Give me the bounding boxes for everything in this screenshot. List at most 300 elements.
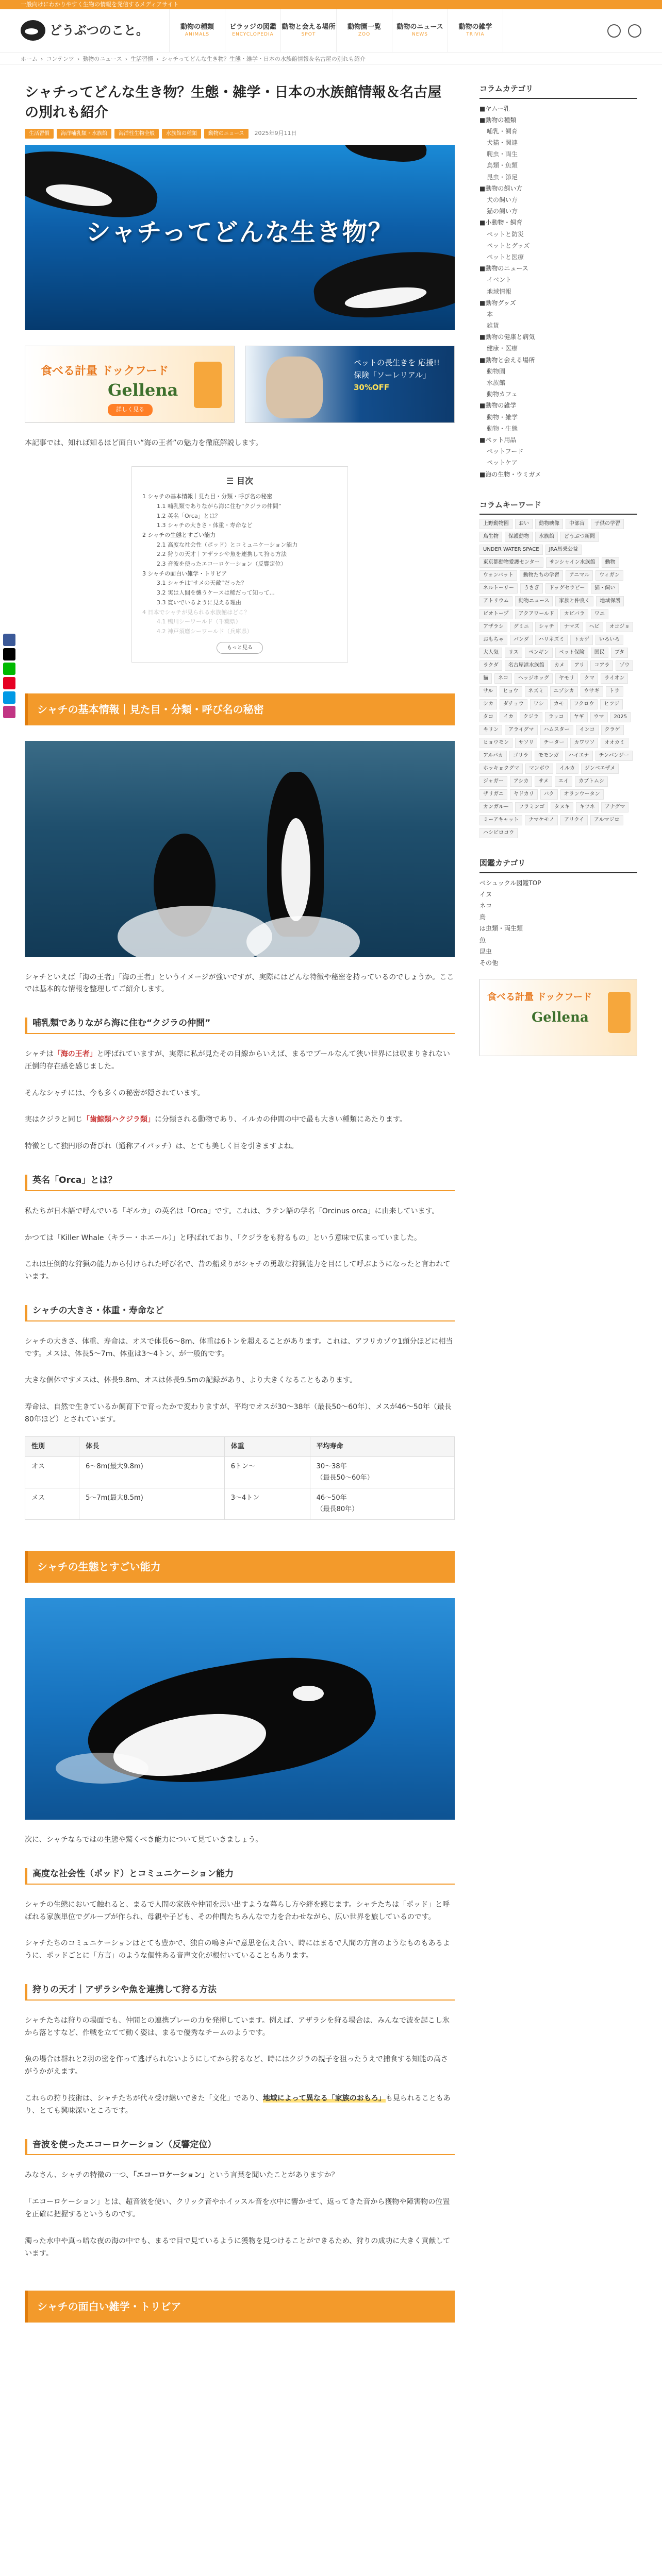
nav-item-label: 動物の種類 [180, 23, 214, 31]
keyword-tag[interactable]: アライグマ [505, 725, 538, 735]
article-main [25, 82, 455, 2323]
keyword-tag[interactable]: ジンベエザメ [581, 764, 619, 774]
keyword-tag[interactable]: ザリガニ [479, 789, 507, 800]
toc-item[interactable]: 1.1 哺乳類でありながら海に住む“クジラの仲間” [157, 502, 282, 510]
section-heading: シャチの基本情報｜見た目・分類・呼び名の秘密 [25, 693, 455, 725]
table-cell: 3〜4トン [224, 1488, 310, 1520]
subsection-heading: 英名「Orca」とは？ [25, 1175, 455, 1191]
nav-item-sub: TRIVIA [466, 32, 485, 38]
table-cell: 6トン〜 [224, 1456, 310, 1488]
keyword-tag[interactable]: ネズミ [525, 686, 548, 697]
keyword-tag[interactable]: ゾウ [616, 660, 633, 671]
breadcrumb-separator: › [41, 56, 43, 62]
body-text: 特徴として独円形の背びれ（通称アイパッチ）は、とても美しく目を引きますよね。 [25, 1142, 299, 1151]
keyword-cloud [479, 519, 637, 838]
orca-photo-pool [25, 1598, 455, 1820]
ad2-highlight: 30%OFF [354, 383, 390, 393]
keyword-tag[interactable]: アクアワールド [515, 609, 558, 619]
sidebar-category-item[interactable]: ■動物と会える場所 [479, 356, 535, 364]
toc-item[interactable]: 2.3 音波を使ったエコーロケーション（反響定位） [157, 561, 287, 568]
toc-item[interactable]: 3 シャチの面白い雑学・トリビア [142, 570, 227, 577]
keyword-tag[interactable]: ウマ [590, 712, 608, 722]
toc-item[interactable]: 4 日本でシャチが見られる水族館はどこ？ [142, 608, 250, 616]
highlight-text: 「歯鯨類ハクジラ類」 [82, 1115, 155, 1124]
site-logo[interactable] [21, 20, 148, 41]
toc-item[interactable]: 3.1 シャチは“サメの天敵”だった？ [157, 580, 247, 587]
sidebar-category-item[interactable]: ペットケア [487, 459, 518, 467]
sidebar-heading: コラムカテゴリ [479, 82, 637, 99]
keyword-tag[interactable]: 動物映像 [535, 519, 563, 529]
keyword-tag[interactable]: リス [505, 648, 522, 658]
sidebar-category-item[interactable]: ■ヤムー乳 [479, 105, 510, 112]
encyclopedia-item[interactable]: 昆虫 [479, 947, 492, 955]
keyword-tag[interactable]: 子供の学習 [591, 519, 624, 529]
keyword-tag[interactable]: ヒョウ [500, 686, 522, 697]
keyword-tag[interactable]: ラッコ [545, 712, 568, 722]
sidebar-category-item[interactable]: ■動物の飼い方 [479, 184, 523, 192]
keyword-tag[interactable]: アトリウム [479, 596, 512, 606]
body-text: かつては「Killer Whale（キラー・ホエール）」と呼ばれており、「クジラをも狩るもの」という意味で広まっていました。 [25, 1233, 422, 1242]
body-text: 濁った水中や真っ暗な夜の海の中でも、まるで目で見ているように獲物を見つけることができるため、狩りの成功に大きく貢献しています。 [25, 2236, 451, 2258]
keyword-tag[interactable]: ナマズ [560, 622, 583, 632]
keyword-tag[interactable]: 東京都動物愛護センター [479, 557, 543, 568]
toc-item[interactable]: 2.2 狩りの天才｜アザラシや魚を連携して狩る方法 [157, 551, 287, 558]
keyword-tag[interactable]: ネコ [494, 673, 512, 684]
encyclopedia-item[interactable]: 鳥 [479, 913, 486, 921]
category-tag[interactable]: 生活習慣 [25, 129, 54, 139]
keyword-tag[interactable]: 地域保護 [596, 596, 624, 606]
keyword-tag[interactable]: カメ [551, 660, 568, 671]
sidebar-category-item[interactable]: ■動物の健康と病気 [479, 333, 535, 341]
keyword-tag[interactable]: アザラシ [479, 622, 507, 632]
sidebar-category-item[interactable]: ■動物の雑学 [479, 402, 517, 410]
sidebar-category-item[interactable]: 動物園 [487, 367, 506, 375]
menu-icon[interactable] [628, 24, 641, 38]
nav-item-label: 動物のニュース [396, 23, 443, 31]
person-photo [266, 357, 323, 418]
keyword-tag[interactable]: ヒョウモン [479, 738, 512, 748]
keyword-tag[interactable]: アルパカ [479, 751, 507, 761]
keyword-tag[interactable]: カブトムシ [575, 776, 608, 787]
ad-title: 食べる計量 ドックフード [41, 365, 169, 378]
keyword-tag[interactable]: ハイエナ [565, 751, 593, 761]
pocket-icon[interactable] [3, 706, 15, 718]
hatena-icon[interactable] [3, 691, 15, 704]
table-row [25, 1456, 455, 1488]
category-list [479, 103, 637, 480]
breadcrumb-separator: › [77, 56, 80, 62]
keyword-tag[interactable]: オランウータン [560, 789, 604, 800]
toc-item[interactable]: 1.3 シャチの大きさ・体重・寿命など [157, 522, 253, 529]
keyword-tag[interactable]: 鳥生物 [479, 532, 502, 542]
ad-title: 食べる計量 ドックフード [487, 992, 592, 1003]
nav-item-sub: ANIMALS [185, 32, 210, 38]
encyclopedia-item[interactable]: イヌ [479, 890, 492, 898]
keyword-tag[interactable]: タコ [479, 712, 497, 722]
table-of-contents [131, 466, 348, 663]
body-text: シャチたちのコミュニケーションはとても豊かで、独自の鳴き声で意思を伝え合い、時にはまるで人間の方言のようなものもあるように、ポッドごとに「方言」のような個性ある音声文化が根付いていることもあります。 [25, 1939, 450, 1960]
keyword-tag[interactable]: ラクダ [479, 660, 502, 671]
orca-photo-splash [25, 741, 455, 957]
keyword-tag[interactable]: JRA馬乗公益 [545, 545, 582, 555]
breadcrumb-separator: › [125, 56, 128, 62]
keyword-tag[interactable]: クラゲ [601, 725, 624, 735]
sidebar-category-item[interactable]: ■海の生物・ウミガメ [479, 470, 541, 478]
breadcrumb-separator: › [156, 56, 159, 62]
keyword-tag[interactable]: 動物ニュース [515, 596, 553, 606]
nav-item[interactable] [225, 9, 280, 53]
text-run: も見られることもあり、とても興味深いところです。 [25, 2094, 451, 2115]
sidebar-category-item[interactable]: 地域情報 [487, 287, 512, 295]
keyword-tag[interactable]: ワシ [530, 699, 548, 709]
keyword-tag[interactable]: ウォンバット [479, 570, 517, 581]
keyword-tag[interactable]: 保護動物 [505, 532, 533, 542]
keyword-tag[interactable]: マンボウ [525, 764, 553, 774]
toc-item[interactable]: 3.3 寛いでいるように見える理由 [157, 599, 241, 606]
ad-banner-gellena[interactable] [25, 346, 235, 423]
body-text [25, 1114, 455, 1126]
search-icon[interactable] [607, 24, 621, 38]
toc-item[interactable]: 1 シャチの基本情報｜見た目・分類・呼び名の秘密 [142, 493, 273, 500]
toc-title-text: 目次 [236, 476, 253, 486]
body-text: これは圧倒的な狩猟の能力から付けられた呼び名で、昔の船乗りがシャチの勇敢な狩猟能力を目にして呼ぶようになったと言われています。 [25, 1260, 451, 1281]
nav-item[interactable] [448, 9, 503, 53]
keyword-tag[interactable]: キツネ [576, 802, 599, 812]
keyword-tag[interactable]: 国民 [591, 648, 608, 658]
encyclopedia-item[interactable]: ベシュックル図鑑TOP [479, 879, 541, 887]
table-header-row [25, 1436, 455, 1456]
sidebar-category-item[interactable]: 昆虫・節足 [487, 173, 518, 181]
body-text: 大きな個体ですメスは、体長9.8m、オスは体長9.5mの記録があり、より大きくなることもあります。 [25, 1376, 357, 1385]
nav-item-sub: ZOO [358, 32, 371, 38]
keyword-tag[interactable]: エゾシカ [550, 686, 578, 697]
page-title: シャチってどんな生き物？生態・雑学・日本の水族館情報＆名古屋の別れも紹介 [25, 84, 442, 121]
sidebar-category-item[interactable]: ■小動物・飼育 [479, 219, 523, 227]
keyword-tag[interactable]: エイ [555, 776, 572, 787]
site-header [0, 9, 662, 53]
sidebar-category-item[interactable]: ■動物のニュース [479, 265, 528, 273]
body-text: 次に、シャチならではの生態や驚くべき能力について見ていきましょう。 [25, 1836, 263, 1844]
sidebar-category-item[interactable]: 動物・雑学 [487, 413, 518, 421]
toc-item[interactable]: 2.1 高度な社会性（ポッド）とコミュニケーション能力 [157, 541, 298, 548]
breadcrumb-item: シャチってどんな生き物？生態・雑学・日本の水族館情報＆名古屋の別れも紹介 [161, 56, 366, 62]
keyword-tag[interactable]: ヤドカリ [510, 789, 538, 800]
keyword-tag[interactable]: シャチ [535, 622, 558, 632]
keyword-tag[interactable]: ペンギン [525, 648, 553, 658]
sidebar-category-item[interactable]: ペットと医療 [487, 253, 524, 261]
keyword-tag[interactable]: ドッグセラピー [545, 583, 588, 594]
toc-item[interactable]: 4.2 神戸須磨シーワールド（兵庫県） [157, 628, 253, 635]
line-icon[interactable] [3, 663, 15, 675]
text-run: と呼ばれていますが、実際に私が見たその目線からいえば、まるでプールなんて狭い世界には収まりきれない圧倒的存在感を感じました。 [25, 1049, 450, 1071]
ad2-text [354, 357, 440, 394]
facebook-icon[interactable] [3, 634, 15, 646]
category-tag[interactable]: 海洋哺乳類・水族館 [57, 129, 111, 139]
keyword-tag[interactable]: シカ [479, 699, 497, 709]
keyword-tag[interactable]: インコ [576, 725, 599, 735]
keyword-tag[interactable]: 2025 [610, 712, 631, 722]
keyword-tag[interactable]: パンダ [510, 635, 533, 645]
body-text: シャチの大きさ、体重、寿命は、オスで体長6〜8m、体重は6トンを超えることがあります。これは、アフリカゾウ1頭分ほどに相当です。メスは、体長5〜7m、体重は3〜4トン、が一般的です。 [25, 1337, 453, 1358]
nav-item[interactable] [392, 9, 448, 53]
keyword-tag[interactable]: ヘッジホッグ [515, 673, 553, 684]
sidebar-category-item[interactable]: 犬の飼い方 [487, 196, 518, 204]
encyclopedia-item[interactable]: その他 [479, 959, 499, 967]
keyword-tag[interactable]: オオカミ [601, 738, 628, 748]
sidebar-category-item[interactable]: 鳥類・魚類 [487, 162, 518, 170]
keyword-tag[interactable]: ミーアキャット [479, 815, 522, 825]
keyword-tag[interactable]: トラ [606, 686, 623, 697]
sidebar-category-item[interactable]: ペットとグッズ [487, 242, 530, 249]
keyword-tag[interactable]: 猫・飼い [591, 583, 619, 594]
sidebar-category-item[interactable]: ペットと防災 [487, 230, 524, 238]
nav-item-label: 動物園一覧 [347, 23, 381, 31]
breadcrumb [0, 53, 662, 65]
ad-row [25, 346, 455, 423]
toc-item[interactable]: 4.1 鴨川シーワールド（千葉県） [157, 618, 241, 625]
keyword-tag[interactable]: ハシビロコウ [479, 828, 518, 838]
category-tag[interactable]: 海洋性生物全般 [114, 129, 159, 139]
toc-item[interactable]: 1.2 英名「Orca」とは？ [157, 512, 221, 519]
food-package-icon [194, 362, 222, 408]
subsection-heading: 狩りの天才｜アザラシや魚を連携して狩る方法 [25, 1984, 455, 2001]
keyword-tag[interactable]: ジャガー [479, 776, 507, 787]
sidebar-category-item[interactable]: ■ペット用品 [479, 436, 517, 444]
sidebar-category-item[interactable]: 健康・医療 [487, 345, 518, 352]
logo-text: どうぶつのこと。 [49, 23, 148, 38]
body-text [25, 1048, 455, 1073]
keyword-tag[interactable]: アナグマ [601, 802, 629, 812]
keyword-tag[interactable]: カモ [550, 699, 568, 709]
keyword-tag[interactable]: グミニ [510, 622, 533, 632]
keyword-tag[interactable]: どうぶつ新聞 [560, 532, 599, 542]
body-text [25, 2170, 455, 2182]
sidebar-category-item[interactable]: 水族館 [487, 379, 506, 386]
keyword-tag[interactable]: ビオトープ [479, 609, 512, 619]
table-cell: 46〜50年 （最長80年） [310, 1488, 454, 1520]
sidebar-category-item[interactable]: 動物カフェ [487, 391, 518, 398]
keyword-tag[interactable]: アシカ [510, 776, 533, 787]
nav-item[interactable] [280, 9, 336, 53]
x-icon[interactable] [3, 648, 15, 660]
ad2-line: 保険「ソーレリアル」 [354, 370, 431, 380]
toc-list [142, 492, 337, 636]
keyword-tag[interactable]: ヤギ [570, 712, 588, 722]
keyword-tag[interactable]: 動物たちの学習 [520, 570, 563, 581]
publish-date: 2025年9月11日 [254, 130, 297, 137]
food-package-icon [608, 992, 631, 1033]
table-cell: オス [25, 1456, 79, 1488]
breadcrumb-item[interactable]: 動物のニュース [82, 56, 122, 62]
keyword-tag[interactable]: ウィガン [595, 570, 623, 581]
nav-item[interactable] [169, 9, 225, 53]
keyword-tag[interactable]: フクロウ [570, 699, 598, 709]
nav-item-label: 動物の雑学 [458, 23, 492, 31]
share-buttons [3, 634, 15, 718]
keyword-tag[interactable]: 中部盲 [566, 519, 588, 529]
water-splash [56, 1753, 148, 1784]
breadcrumb-item[interactable]: 生活習慣 [130, 56, 154, 62]
body-text: 私たちが日本語で呼んでいる「ギルカ」の英名は「Orca」です。これは、ラテン語の学名「Orcinus orca」に由来しています。 [25, 1207, 439, 1215]
ad-banner-insurance[interactable] [245, 346, 455, 423]
subsection-heading: 哺乳類でありながら海に住む“クジラの仲間” [25, 1018, 455, 1034]
keyword-tag[interactable]: ナマケモノ [525, 815, 558, 825]
nav-item-label: ビラッジの図鑑 [229, 23, 276, 31]
keyword-tag[interactable]: トカゲ [570, 635, 593, 645]
subsection-heading: 高度な社会性（ポッド）とコミュニケーション能力 [25, 1868, 455, 1885]
keyword-tag[interactable]: モモンガ [535, 751, 562, 761]
keyword-tag[interactable]: ウサギ [581, 686, 603, 697]
keyword-tag[interactable]: 上野動物園 [479, 519, 512, 529]
keyword-tag[interactable]: ハリネズミ [535, 635, 568, 645]
sidebar-category-item[interactable]: ■動物の種類 [479, 116, 517, 124]
encyclopedia-item[interactable]: ネコ [479, 902, 492, 910]
sidebar-category-item[interactable]: 動物・生態 [487, 425, 518, 432]
text-run: に分類される動物であり、イルカの仲間の中で最も大きい種類にあたります。 [155, 1115, 407, 1124]
body-text: そんなシャチには、今も多くの秘密が隠されています。 [25, 1089, 205, 1097]
keyword-tag[interactable]: カンガルー [479, 802, 512, 812]
keyword-tag[interactable]: カピバラ [560, 609, 588, 619]
nav-item-sub: ENCYCLOPEDIA [232, 32, 274, 38]
keyword-tag[interactable]: タヌキ [551, 802, 573, 812]
sidebar-category-item[interactable]: 雑貨 [487, 322, 500, 330]
highlight-text: 地域によって異なる「家族のおもろ」 [262, 2094, 386, 2103]
keyword-tag[interactable]: サソリ [515, 738, 537, 748]
keyword-tag[interactable]: おい [515, 519, 533, 529]
body-text: シャチの生態において触れると、まるで人間の家族や仲間を思い出すような暮らし方や絆を感じます。シャチたちは「ポッド」と呼ばれる家族単位でグループが作られ、母親や子ども、その仲間たちみんなで力を合わせながら、広い世界を旅しているのです。 [25, 1900, 450, 1921]
keyword-tag[interactable]: ハムスター [540, 725, 573, 735]
keyword-tag[interactable]: ライオン [601, 673, 628, 684]
keyword-tag[interactable]: ペット保険 [555, 648, 588, 658]
nav-item-sub: SPOT [301, 32, 316, 38]
keyword-tag[interactable]: フラミンゴ [515, 802, 548, 812]
table-cell: 5〜7m(最大8.5m) [79, 1488, 225, 1520]
table-header-cell: 平均寿命 [310, 1436, 454, 1456]
text-run: という言葉を聞いたことがありますか？ [208, 2171, 339, 2180]
body-text: 魚の場合は群れと2羽の密を作って逃げられないようにしてから狩るなど、時にはクジラの親子を狙ったうえで捕食する知能の高さがうかがえます。 [25, 2055, 448, 2076]
keyword-tag[interactable]: ヒツジ [600, 699, 623, 709]
nav-item-sub: NEWS [411, 32, 428, 38]
keyword-tag[interactable]: 名古屋港水族館 [505, 660, 548, 671]
keyword-tag[interactable]: イルカ [556, 764, 578, 774]
keyword-tag[interactable]: 猫 [479, 673, 492, 684]
sidebar-category-item[interactable]: 哺乳・飼育 [487, 127, 518, 135]
orca-eyepatch-shape [293, 1686, 324, 1701]
keyword-tag[interactable]: ゴリラ [509, 751, 532, 761]
sidebar-category-item[interactable]: ペットフード [487, 448, 524, 455]
keyword-tag[interactable]: キリン [479, 725, 502, 735]
keyword-tag[interactable]: うさぎ [520, 583, 543, 594]
sidebar-heading: 図鑑カテゴリ [479, 857, 637, 873]
keyword-tag[interactable]: アリクイ [560, 815, 588, 825]
text-run: シャチは [25, 1049, 54, 1058]
sidebar-heading: コラムキーワード [479, 499, 637, 515]
table-cell: メス [25, 1488, 79, 1520]
keyword-tag[interactable]: チーター [540, 738, 568, 748]
ad-brand: Gellena [532, 1010, 589, 1026]
keyword-tag[interactable]: ホッキョクグマ [479, 764, 523, 774]
keyword-tag[interactable]: カワウソ [570, 738, 598, 748]
keyword-tag[interactable]: おもちゃ [479, 635, 507, 645]
sidebar-category-item[interactable]: 犬猫・関連 [487, 139, 518, 147]
keyword-tag[interactable]: 水族館 [535, 532, 558, 542]
sidebar-category-item[interactable]: イベント [487, 276, 512, 284]
table-header-cell: 性別 [25, 1436, 79, 1456]
keyword-tag[interactable]: ダチョウ [500, 699, 527, 709]
article-meta [25, 129, 455, 139]
highlight-text: 「エコーロケーション」 [133, 2171, 209, 2180]
keyword-tag[interactable]: コアラ [590, 660, 613, 671]
keyword-tag[interactable]: アルマジロ [590, 815, 623, 825]
sidebar-category-item[interactable]: 本 [487, 310, 493, 318]
orca-logo-icon [21, 20, 45, 41]
sidebar-category-item[interactable]: ■動物グッズ [479, 299, 516, 307]
site-tagline-bar [0, 0, 662, 9]
orca-belly-shape [282, 818, 310, 921]
category-tag[interactable]: 動物のニュース [204, 129, 249, 139]
keyword-tag[interactable]: いろいろ [595, 635, 623, 645]
toc-title: ☰ 目次 [226, 476, 253, 486]
keyword-tag[interactable]: サメ [535, 776, 552, 787]
keyword-tag[interactable]: アニマル [566, 570, 593, 581]
breadcrumb-item[interactable]: ホーム [21, 56, 38, 62]
pinterest-icon[interactable] [3, 677, 15, 689]
keyword-tag[interactable]: ネルトーリー [479, 583, 518, 594]
sidebar-ad-banner[interactable] [479, 979, 637, 1056]
keyword-tag[interactable]: ヤモリ [555, 673, 578, 684]
encyclopedia-item[interactable]: 魚 [479, 936, 486, 944]
sidebar-category-item[interactable]: 爬虫・両生 [487, 150, 518, 158]
toc-more-button[interactable]: もっと見る [217, 642, 263, 654]
keyword-tag[interactable]: 動物 [602, 557, 619, 568]
body-text [25, 2093, 455, 2117]
body-text: シャチたちは狩りの場面でも、仲間との連携プレーの力を発揮しています。例えば、アザラシを狩る場合は、みんなで波を起こし氷から落とすなど、作戦を立てて動く姿は、まるで優秀なチームのようです。 [25, 2016, 450, 2037]
section-heading: シャチの面白い雑学・トリビア [25, 2291, 455, 2323]
hero-image [25, 145, 455, 330]
nav-item[interactable] [336, 9, 392, 53]
keyword-tag[interactable]: アリ [571, 660, 588, 671]
orca-shape [343, 145, 428, 164]
ad2-line: ペットの長生きを 応援!! [354, 358, 440, 368]
keyword-tag[interactable]: クマ [581, 673, 598, 684]
table-header-cell: 体長 [79, 1436, 225, 1456]
keyword-tag[interactable]: クジラ [520, 712, 542, 722]
keyword-tag[interactable]: UNDER WATER SPACE [479, 545, 543, 555]
category-tag[interactable]: 水族館の種類 [162, 129, 201, 139]
toc-item[interactable]: 2 シャチの生態とすごい能力 [142, 532, 216, 539]
keyword-tag[interactable]: 大人気 [479, 648, 502, 658]
keyword-tag[interactable]: 家族と仲良く [555, 596, 593, 606]
encyclopedia-list [479, 877, 637, 969]
text-run: 実はクジラと同じ [25, 1115, 82, 1124]
sidebar-category-item[interactable]: 猫の飼い方 [487, 208, 518, 215]
keyword-tag[interactable]: オコジョ [606, 622, 633, 632]
keyword-tag[interactable]: サル [479, 686, 497, 697]
keyword-tag[interactable]: ワニ [591, 609, 608, 619]
encyclopedia-item[interactable]: は虫類・両生類 [479, 925, 523, 933]
breadcrumb-item[interactable]: コンテンツ [46, 56, 74, 62]
keyword-tag[interactable]: イカ [500, 712, 517, 722]
keyword-tag[interactable]: ブタ [611, 648, 628, 658]
keyword-tag[interactable]: ヘビ [586, 622, 603, 632]
toc-item[interactable]: 3.2 実は人間を襲うケースは稀だって知って... [157, 589, 275, 597]
global-nav [169, 9, 503, 53]
keyword-tag[interactable]: チンパンジー [595, 751, 633, 761]
size-table [25, 1436, 455, 1520]
keyword-tag[interactable]: サンシャイン水族館 [546, 557, 599, 568]
table-cell: 30〜38年 （最長50〜60年） [310, 1456, 454, 1488]
keyword-tag[interactable]: バク [540, 789, 558, 800]
